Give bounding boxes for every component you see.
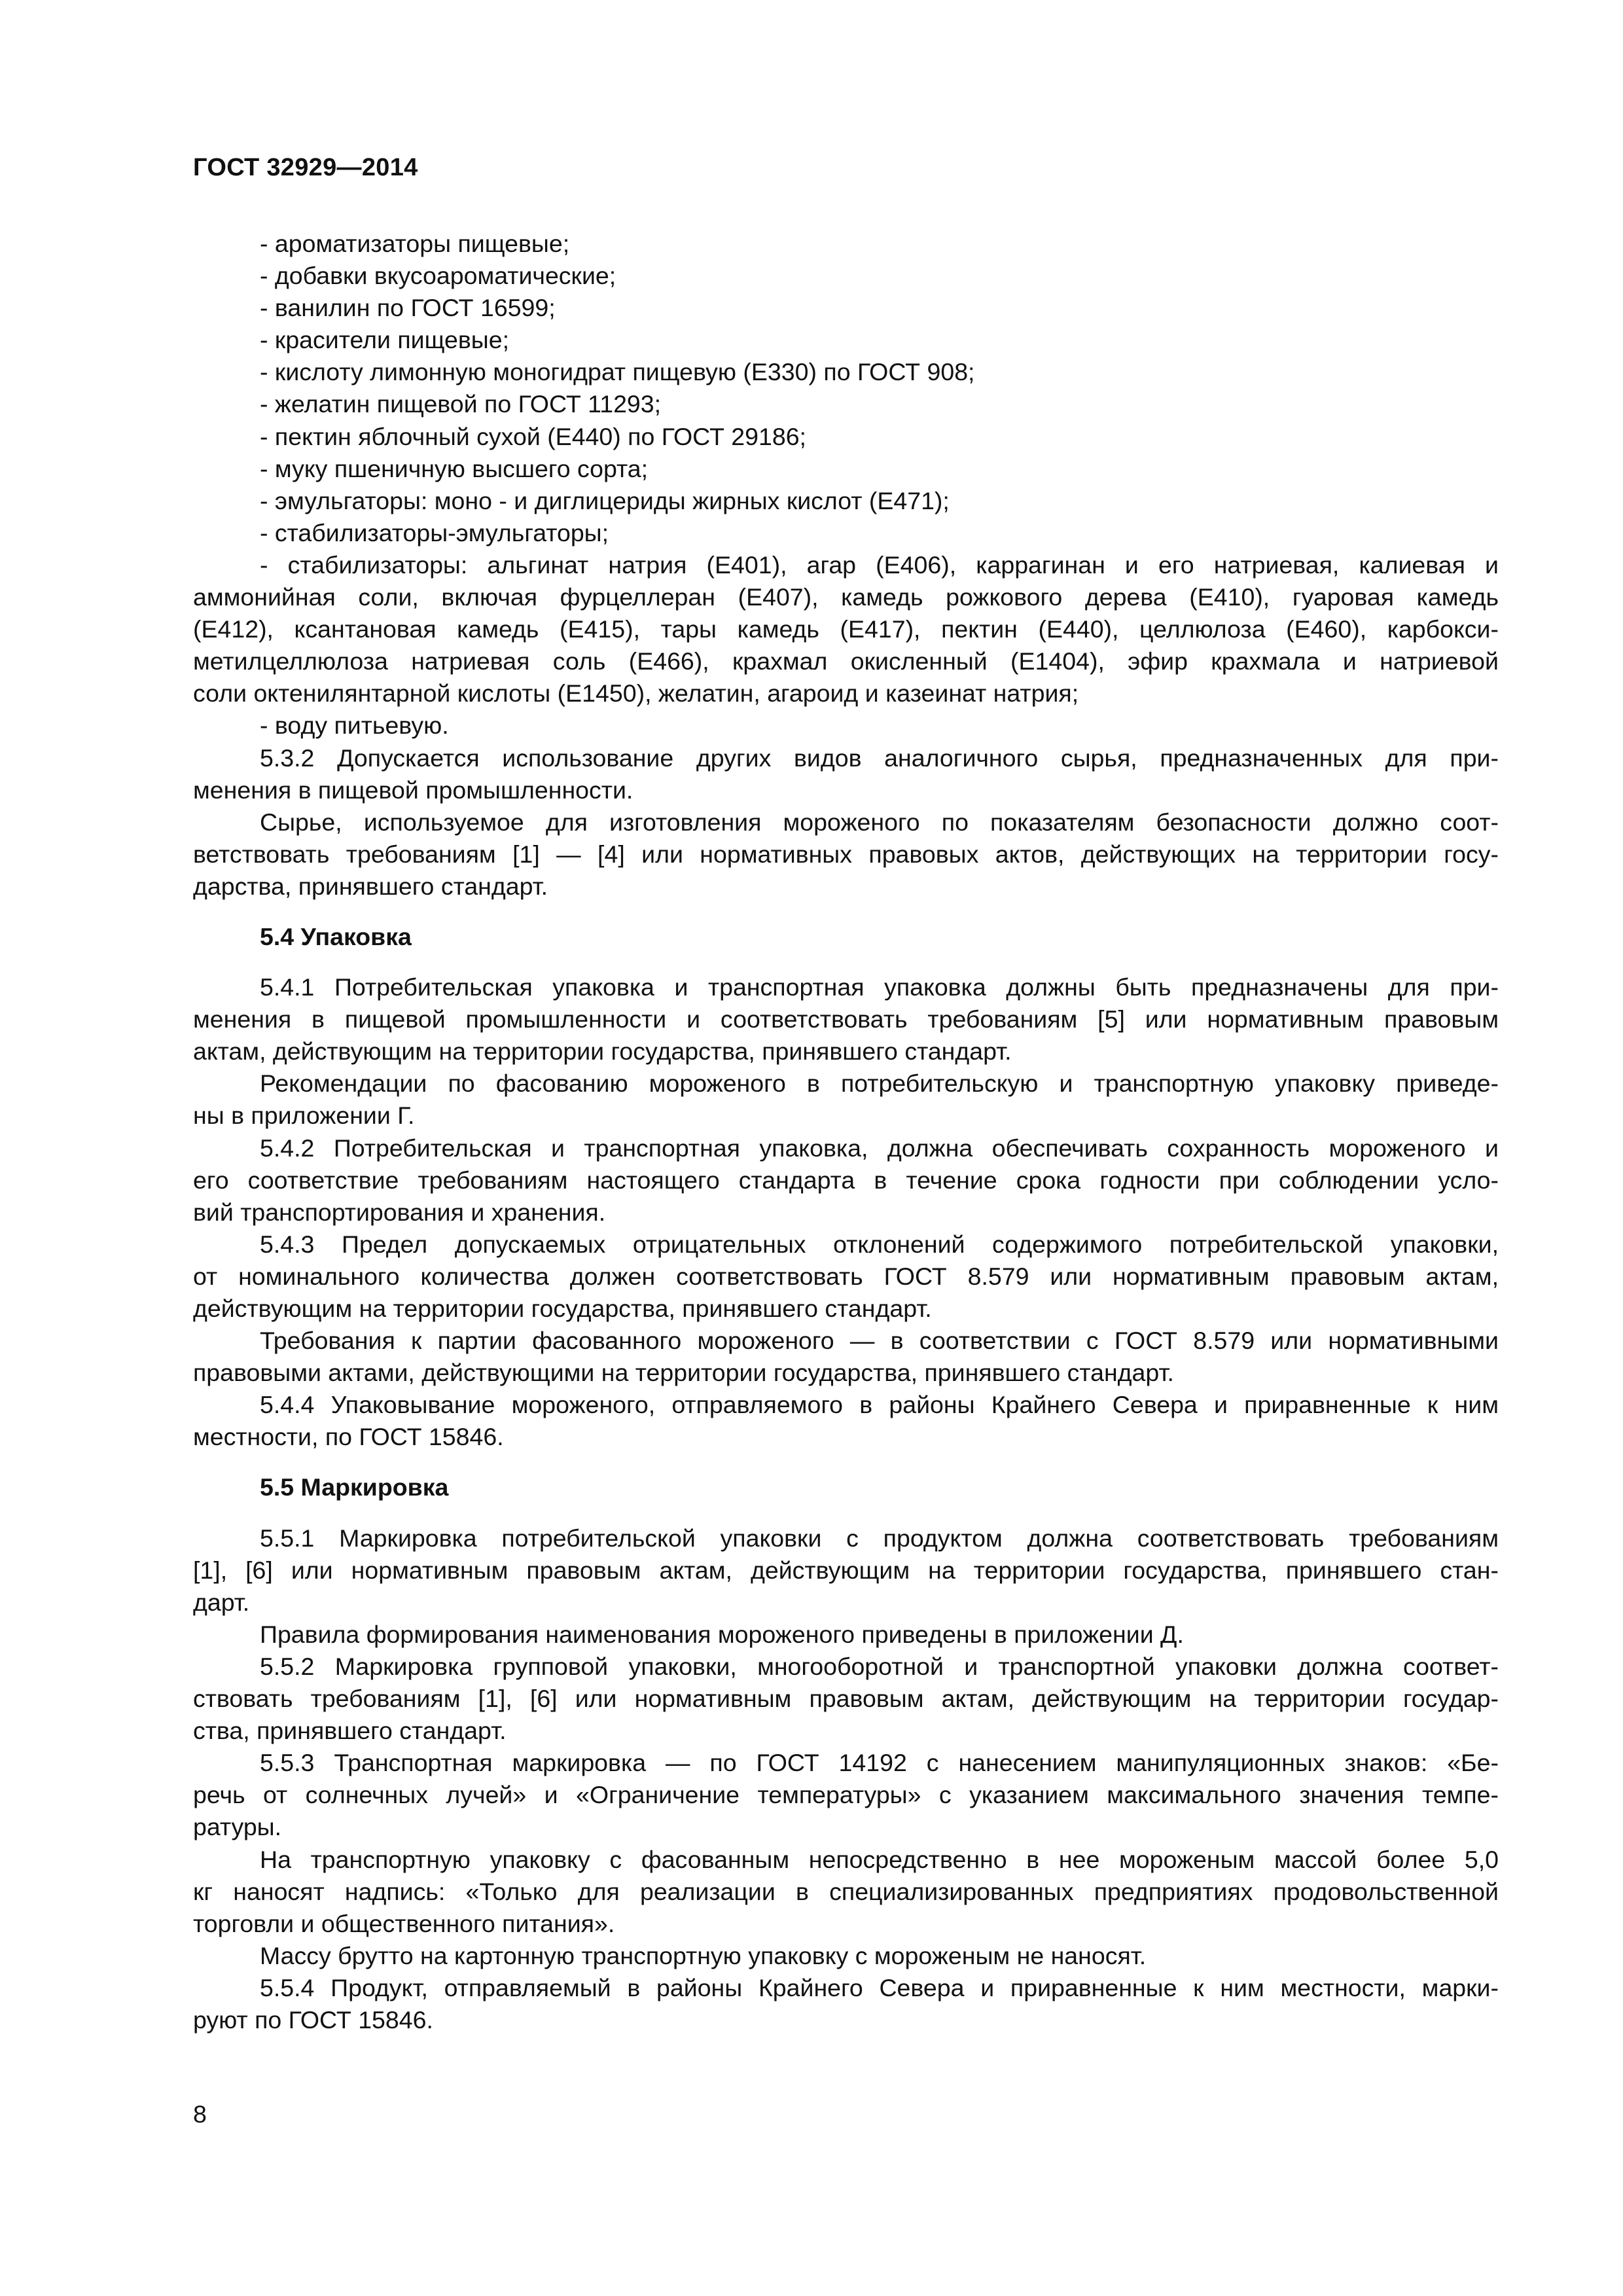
paragraph-line: 5.5.4 Продукт, отправляемый в районы Крайнего Севера и приравненные к ним местности, марки- bbox=[260, 1973, 1499, 2001]
paragraph-line: аммонийная соли, включая фурцеллеран (Е407), камедь рожкового дерева (Е410), гуаровая камедь bbox=[193, 583, 1499, 611]
paragraph-line: его соответствие требованиям настоящего стандарта в течение срока годности при соблюдении усло- bbox=[193, 1166, 1499, 1194]
list-item: - пектин яблочный сухой (Е440) по ГОСТ 29186; bbox=[260, 422, 806, 450]
list-item: - желатин пищевой по ГОСТ 11293; bbox=[260, 390, 662, 418]
paragraph-line: торговли и общественного питания». bbox=[193, 1909, 615, 1937]
paragraph-line: 5.4.2 Потребительская и транспортная упаковка, должна обеспечивать сохранность мороженого и bbox=[260, 1134, 1499, 1162]
section-heading-marking: 5.5 Маркировка bbox=[260, 1473, 449, 1501]
paragraph-line: руют по ГОСТ 15846. bbox=[193, 2005, 433, 2034]
paragraph-line: ны в приложении Г. bbox=[193, 1102, 415, 1130]
paragraph-line: 5.5.1 Маркировка потребительской упаковки с продуктом должна соответствовать требованиям bbox=[260, 1524, 1499, 1552]
paragraph-line: ратуры. bbox=[193, 1813, 282, 1841]
list-item: - муку пшеничную высшего сорта; bbox=[260, 454, 649, 482]
paragraph-line: На транспортную упаковку с фасованным непосредственно в нее мороженым массой более 5,0 bbox=[260, 1845, 1499, 1873]
list-item: - эмульгаторы: моно - и диглицериды жирных кислот (Е471); bbox=[260, 486, 950, 514]
list-item: - добавки вкусоароматические; bbox=[260, 262, 616, 290]
paragraph-line: менения в пищевой промышленности и соответствовать требованиям [5] или нормативным правовым bbox=[193, 1005, 1499, 1033]
list-item: - ароматизаторы пищевые; bbox=[260, 230, 570, 257]
paragraph-line: актам, действующим на территории государства, принявшего стандарт. bbox=[193, 1037, 1012, 1066]
paragraph-line: менения в пищевой промышленности. bbox=[193, 776, 633, 804]
paragraph-line: кг наносят надпись: «Только для реализации в специализированных предприятиях продовольственной bbox=[193, 1877, 1499, 1905]
paragraph-line: Сырье, используемое для изготовления мороженого по показателям безопасности должно соот- bbox=[260, 808, 1499, 836]
paragraph-line: дарт. bbox=[193, 1588, 250, 1616]
paragraph-line: ства, принявшего стандарт. bbox=[193, 1717, 507, 1745]
paragraph-line: (Е412), ксантановая камедь (Е415), тары камедь (Е417), пектин (Е440), целлюлоза (Е460), карбокси- bbox=[193, 615, 1499, 643]
paragraph-line: Массу брутто на картонную транспортную упаковку с мороженым не наносят. bbox=[260, 1941, 1147, 1969]
list-item: - воду питьевую. bbox=[260, 711, 449, 740]
list-item: - кислоту лимонную моногидрат пищевую (Е330) по ГОСТ 908; bbox=[260, 358, 975, 386]
list-item: - ванилин по ГОСТ 16599; bbox=[260, 294, 556, 322]
paragraph-line: 5.4.1 Потребительская упаковка и транспортная упаковка должны быть предназначены для при- bbox=[260, 973, 1499, 1001]
paragraph-line: ствовать требованиям [1], [6] или нормативным правовым актам, действующим на территории государ- bbox=[193, 1685, 1499, 1713]
paragraph-line: ветствовать требованиям [1] — [4] или нормативных правовых актов, действующих на территории госу- bbox=[193, 840, 1499, 868]
paragraph-line: от номинального количества должен соответствовать ГОСТ 8.579 или нормативным правовым актам, bbox=[193, 1262, 1499, 1290]
paragraph-line: действующим на территории государства, принявшего стандарт. bbox=[193, 1295, 932, 1322]
section-heading-packaging: 5.4 Упаковка bbox=[260, 922, 412, 950]
paragraph-line: 5.5.3 Транспортная маркировка — по ГОСТ 14192 с нанесением манипуляционных знаков: «Бе- bbox=[260, 1749, 1499, 1777]
list-item: - стабилизаторы-эмульгаторы; bbox=[260, 518, 609, 547]
paragraph-line: вий транспортирования и хранения. bbox=[193, 1198, 606, 1226]
paragraph-line: 5.5.2 Маркировка групповой упаковки, многооборотной и транспортной упаковки должна соответ- bbox=[260, 1652, 1499, 1680]
paragraph-line: 5.3.2 Допускается использование других видов аналогичного сырья, предназначенных для при- bbox=[260, 744, 1499, 772]
list-item: - красители пищевые; bbox=[260, 326, 510, 354]
paragraph-line: 5.4.4 Упаковывание мороженого, отправляемого в районы Крайнего Севера и приравненные к ним bbox=[260, 1391, 1499, 1419]
paragraph-line: местности, по ГОСТ 15846. bbox=[193, 1423, 504, 1451]
paragraph-line: Рекомендации по фасованию мороженого в потребительскую и транспортную упаковку приведе- bbox=[260, 1069, 1499, 1098]
document-body bbox=[193, 228, 1499, 2036]
paragraph-line: правовыми актами, действующими на территории государства, принявшего стандарт. bbox=[193, 1359, 1174, 1387]
paragraph-line: Требования к партии фасованного мороженого — в соответствии с ГОСТ 8.579 или нормативными bbox=[260, 1327, 1499, 1355]
paragraph-line: 5.4.3 Предел допускаемых отрицательных отклонений содержимого потребительской упаковки, bbox=[260, 1230, 1499, 1258]
document-header: ГОСТ 32929—2014 bbox=[193, 154, 418, 181]
paragraph-line: речь от солнечных лучей» и «Ограничение температуры» с указанием максимального значения темпе- bbox=[193, 1781, 1499, 1809]
paragraph-line: соли октенилянтарной кислоты (Е1450), желатин, агароид и казеинат натрия; bbox=[193, 679, 1079, 708]
paragraph-line: дарства, принявшего стандарт. bbox=[193, 872, 548, 900]
page-number: 8 bbox=[193, 2100, 207, 2128]
paragraph-line: Правила формирования наименования мороженого приведены в приложении Д. bbox=[260, 1620, 1184, 1648]
paragraph-line: [1], [6] или нормативным правовым актам, действующим на территории государства, принявшего стан- bbox=[193, 1556, 1499, 1584]
paragraph-line: метилцеллюлоза натриевая соль (Е466), крахмал окисленный (Е1404), эфир крахмала и натриевой bbox=[193, 647, 1499, 675]
list-item: - стабилизаторы: альгинат натрия (Е401), агар (Е406), каррагинан и его натриевая, калиевая и bbox=[260, 550, 1499, 579]
